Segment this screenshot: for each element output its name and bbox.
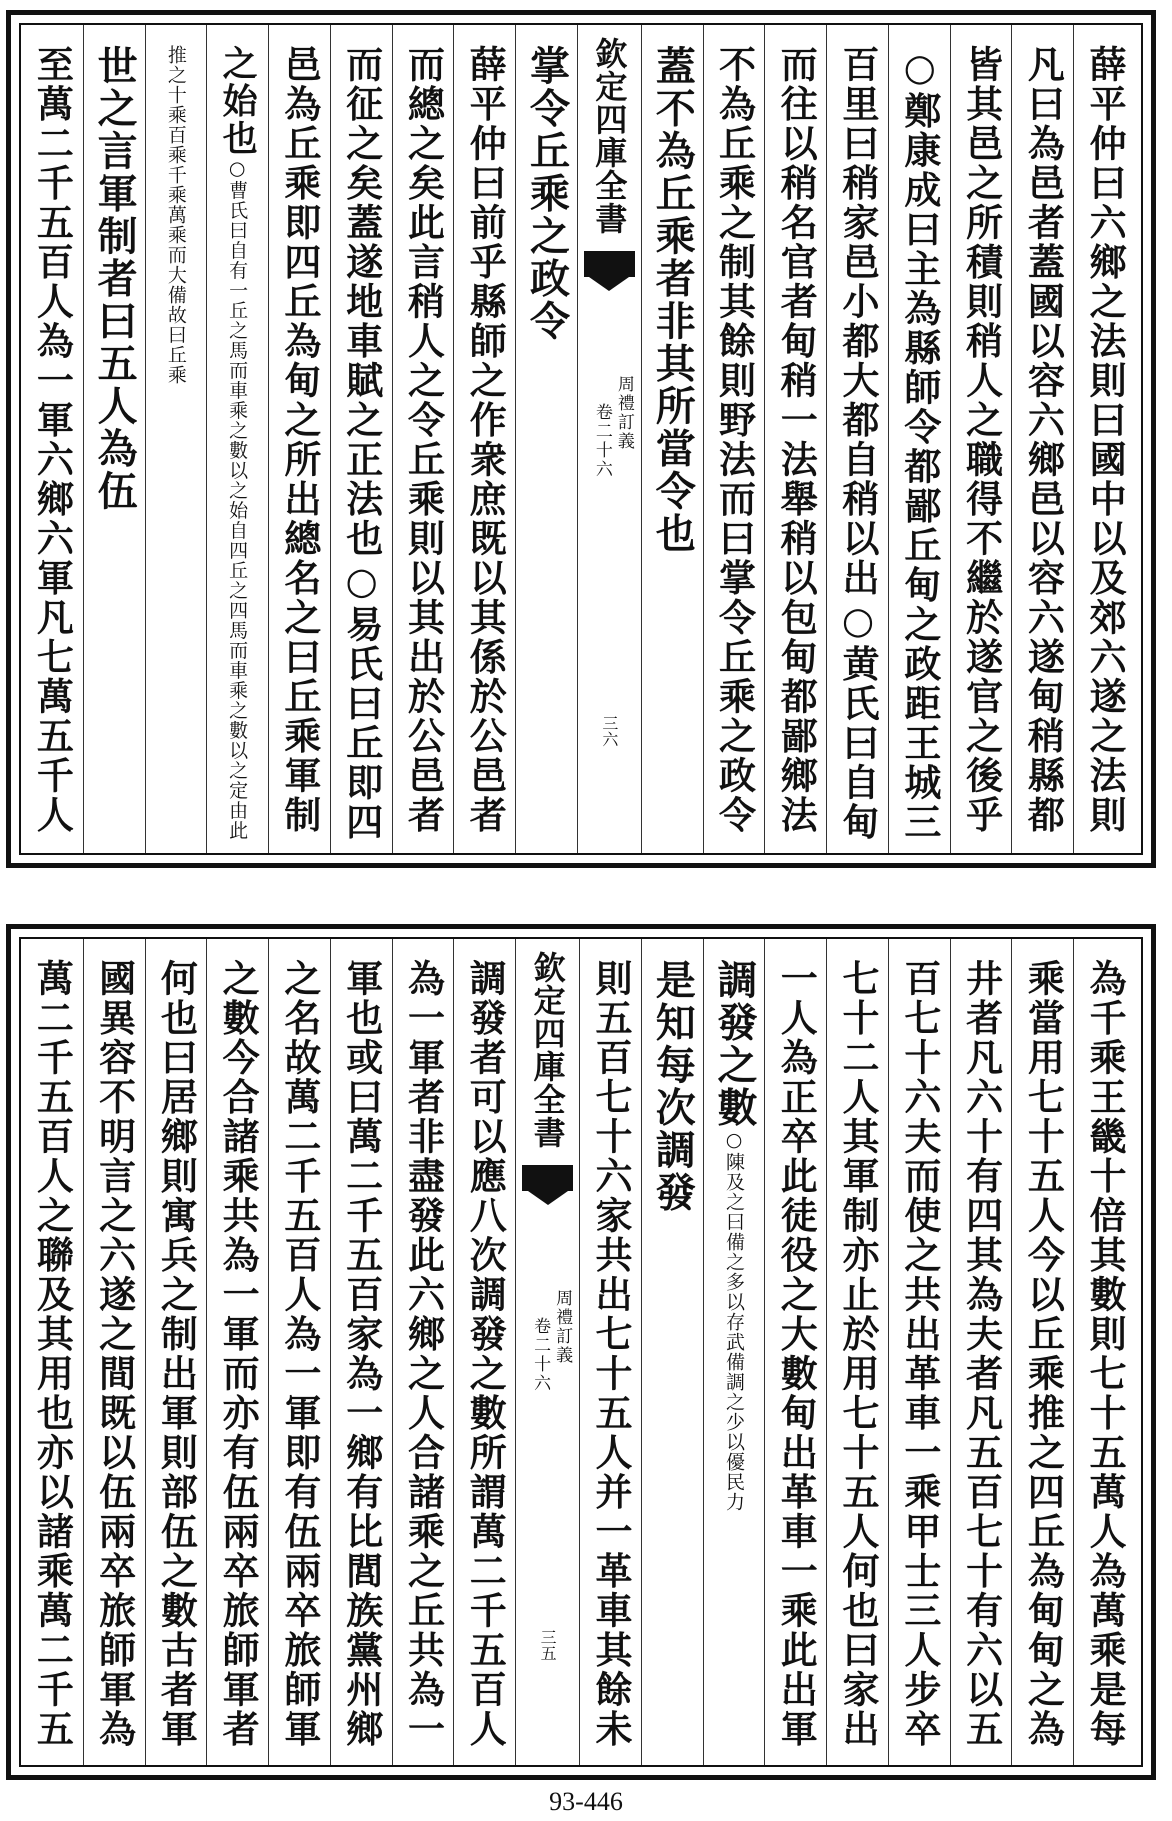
text-column [1011,939,1073,1765]
text-column [826,25,888,853]
column-text-with-note [156,45,196,385]
column-text: 凡曰為邑者蓋國以容六鄉邑以容六遂甸稍縣都 [1021,45,1066,835]
column-text: 井者凡六十有四其為夫者凡五百七十有六以五 [959,959,1004,1749]
volume-number: 卷二十六 [530,1317,551,1393]
column-text: 皆其邑之所積則稍人之職得不繼於遂官之後乎 [959,45,1004,835]
book-title: 欽定四庫全書 [590,37,629,235]
column-text: 而往以稍名官者甸稍一法舉稍以包甸都鄙鄉法 [774,45,819,835]
text-column [206,939,268,1765]
commentary-note: 推之十乘百乘千乘萬乘而大備故曰丘乘 [164,45,187,385]
text-column [764,939,826,1765]
column-text: 是知每次調發 [649,959,697,1214]
center-fold-column [577,25,641,853]
top-page-frame [19,23,1143,855]
center-fold-column [515,939,579,1765]
column-text: 百七十六夫而使之共出革車一乘甲士三人步卒 [897,959,942,1749]
text-column [453,25,515,853]
column-text: 一人為正卒此徒役之大數甸出革車一乘此出軍 [774,959,819,1749]
column-text: 而征之矣蓋遂地車賦之正法也○易氏曰丘即四 [339,45,384,842]
column-text: 薛平仲曰前乎縣師之作衆庶既以其係於公邑者 [463,45,508,835]
main-text: 調發之數 [711,959,759,1129]
top-page [6,10,1156,868]
column-text: 七十二人其軍制亦止於用七十五人何也曰家出 [836,959,881,1749]
column-text: 則五百七十六家共出七十五人并一革車其餘未 [588,959,633,1749]
column-text: ○鄭康成曰主為縣師令都鄙丘甸之政距王城三 [897,45,942,842]
column-text: 邑為丘乘即四丘為甸之所出總名之曰丘乘軍制 [277,45,322,835]
text-column [21,939,83,1765]
column-text: 軍也或曰萬二千五百家為一鄉有比閭族黨州鄉 [339,959,384,1749]
bottom-page-columns [21,939,1141,1765]
column-text: 萬二千五百人之聯及其用也亦以諸乘萬二千五 [30,959,75,1749]
text-column [21,25,83,853]
text-column [1073,25,1135,853]
text-column [703,25,765,853]
top-page-columns [21,25,1141,853]
column-text: 為千乘王畿十倍其數則七十五萬人為萬乘是每 [1083,959,1128,1749]
column-text: 乘當用七十五人今以丘乘推之四丘為甸甸之為 [1021,959,1066,1749]
text-column [453,939,515,1765]
text-column [888,939,950,1765]
text-column [83,25,145,853]
text-column [888,25,950,853]
text-column [826,939,888,1765]
text-column [641,25,703,853]
column-text: 掌令丘乘之政令 [523,45,571,343]
commentary-note: ○陳及之曰備之多以存武備調之少以優民力 [723,1129,746,1512]
column-text: 調發者可以應八次調發之數所謂萬二千五百人 [463,959,508,1749]
column-text: 百里曰稍家邑小都大都自稍以出○黄氏曰自甸 [836,45,881,842]
text-column [579,939,641,1765]
folio-number: 三五 [538,1629,558,1661]
column-text: 至萬二千五百人為一軍六鄉六軍凡七萬五千人 [30,45,75,835]
column-text: 何也曰居鄉則寓兵之制出軍則部伍之數古者軍 [154,959,199,1749]
column-text: 蓋不為丘乘者非其所當令也 [649,45,697,555]
column-text: 而總之矣此言稍人之令丘乘則以其出於公邑者 [401,45,446,835]
folio-number: 三六 [599,715,619,747]
text-column [703,939,765,1765]
text-column [515,25,577,853]
commentary-note: ○曹氏曰自有一丘之馬而車乘之數以之始自四丘之四馬而車乘之數以之定由此 [226,157,249,841]
text-column [1073,939,1135,1765]
text-column [1011,25,1073,853]
column-text: 世之言軍制者曰五人為伍 [91,45,139,513]
fish-tail-mark [522,1165,573,1191]
column-text-with-note [711,959,759,1512]
text-column [641,939,703,1765]
column-text-with-note [217,45,259,841]
column-text: 不為丘乘之制其餘則野法而曰掌令丘乘之政令 [712,45,757,835]
column-text: 之數今合諸乘共為一軍而亦有伍兩卒旅師軍者 [216,959,261,1749]
text-column [268,25,330,853]
text-column [268,939,330,1765]
volume-number: 卷二十六 [591,403,612,479]
text-column [392,939,454,1765]
column-text: 國異容不明言之六遂之間既以伍兩卒旅師軍為 [92,959,137,1749]
fish-tail-mark [584,251,635,277]
column-text: 薛平仲曰六鄉之法則曰國中以及郊六遂之法則 [1083,45,1128,835]
main-text: 之始也 [217,45,259,158]
text-column [392,25,454,853]
text-column [950,939,1012,1765]
section-title: 周禮訂義 [613,375,634,451]
text-column [764,25,826,853]
column-text: 為一軍者非盡發此六鄉之人合諸乘之丘共為一 [401,959,446,1749]
bottom-page [6,924,1156,1780]
section-title: 周禮訂義 [552,1289,573,1365]
bottom-page-frame [19,937,1143,1767]
text-column [330,25,392,853]
page-number-footer: 93-446 [549,1787,623,1816]
text-column [330,939,392,1765]
book-title: 欽定四庫全書 [528,951,567,1149]
text-column [950,25,1012,853]
column-text: 之名故萬二千五百人為一軍即有伍兩卒旅師軍 [277,959,322,1749]
text-column [145,939,207,1765]
text-column [145,25,207,853]
text-column [83,939,145,1765]
text-column [206,25,268,853]
